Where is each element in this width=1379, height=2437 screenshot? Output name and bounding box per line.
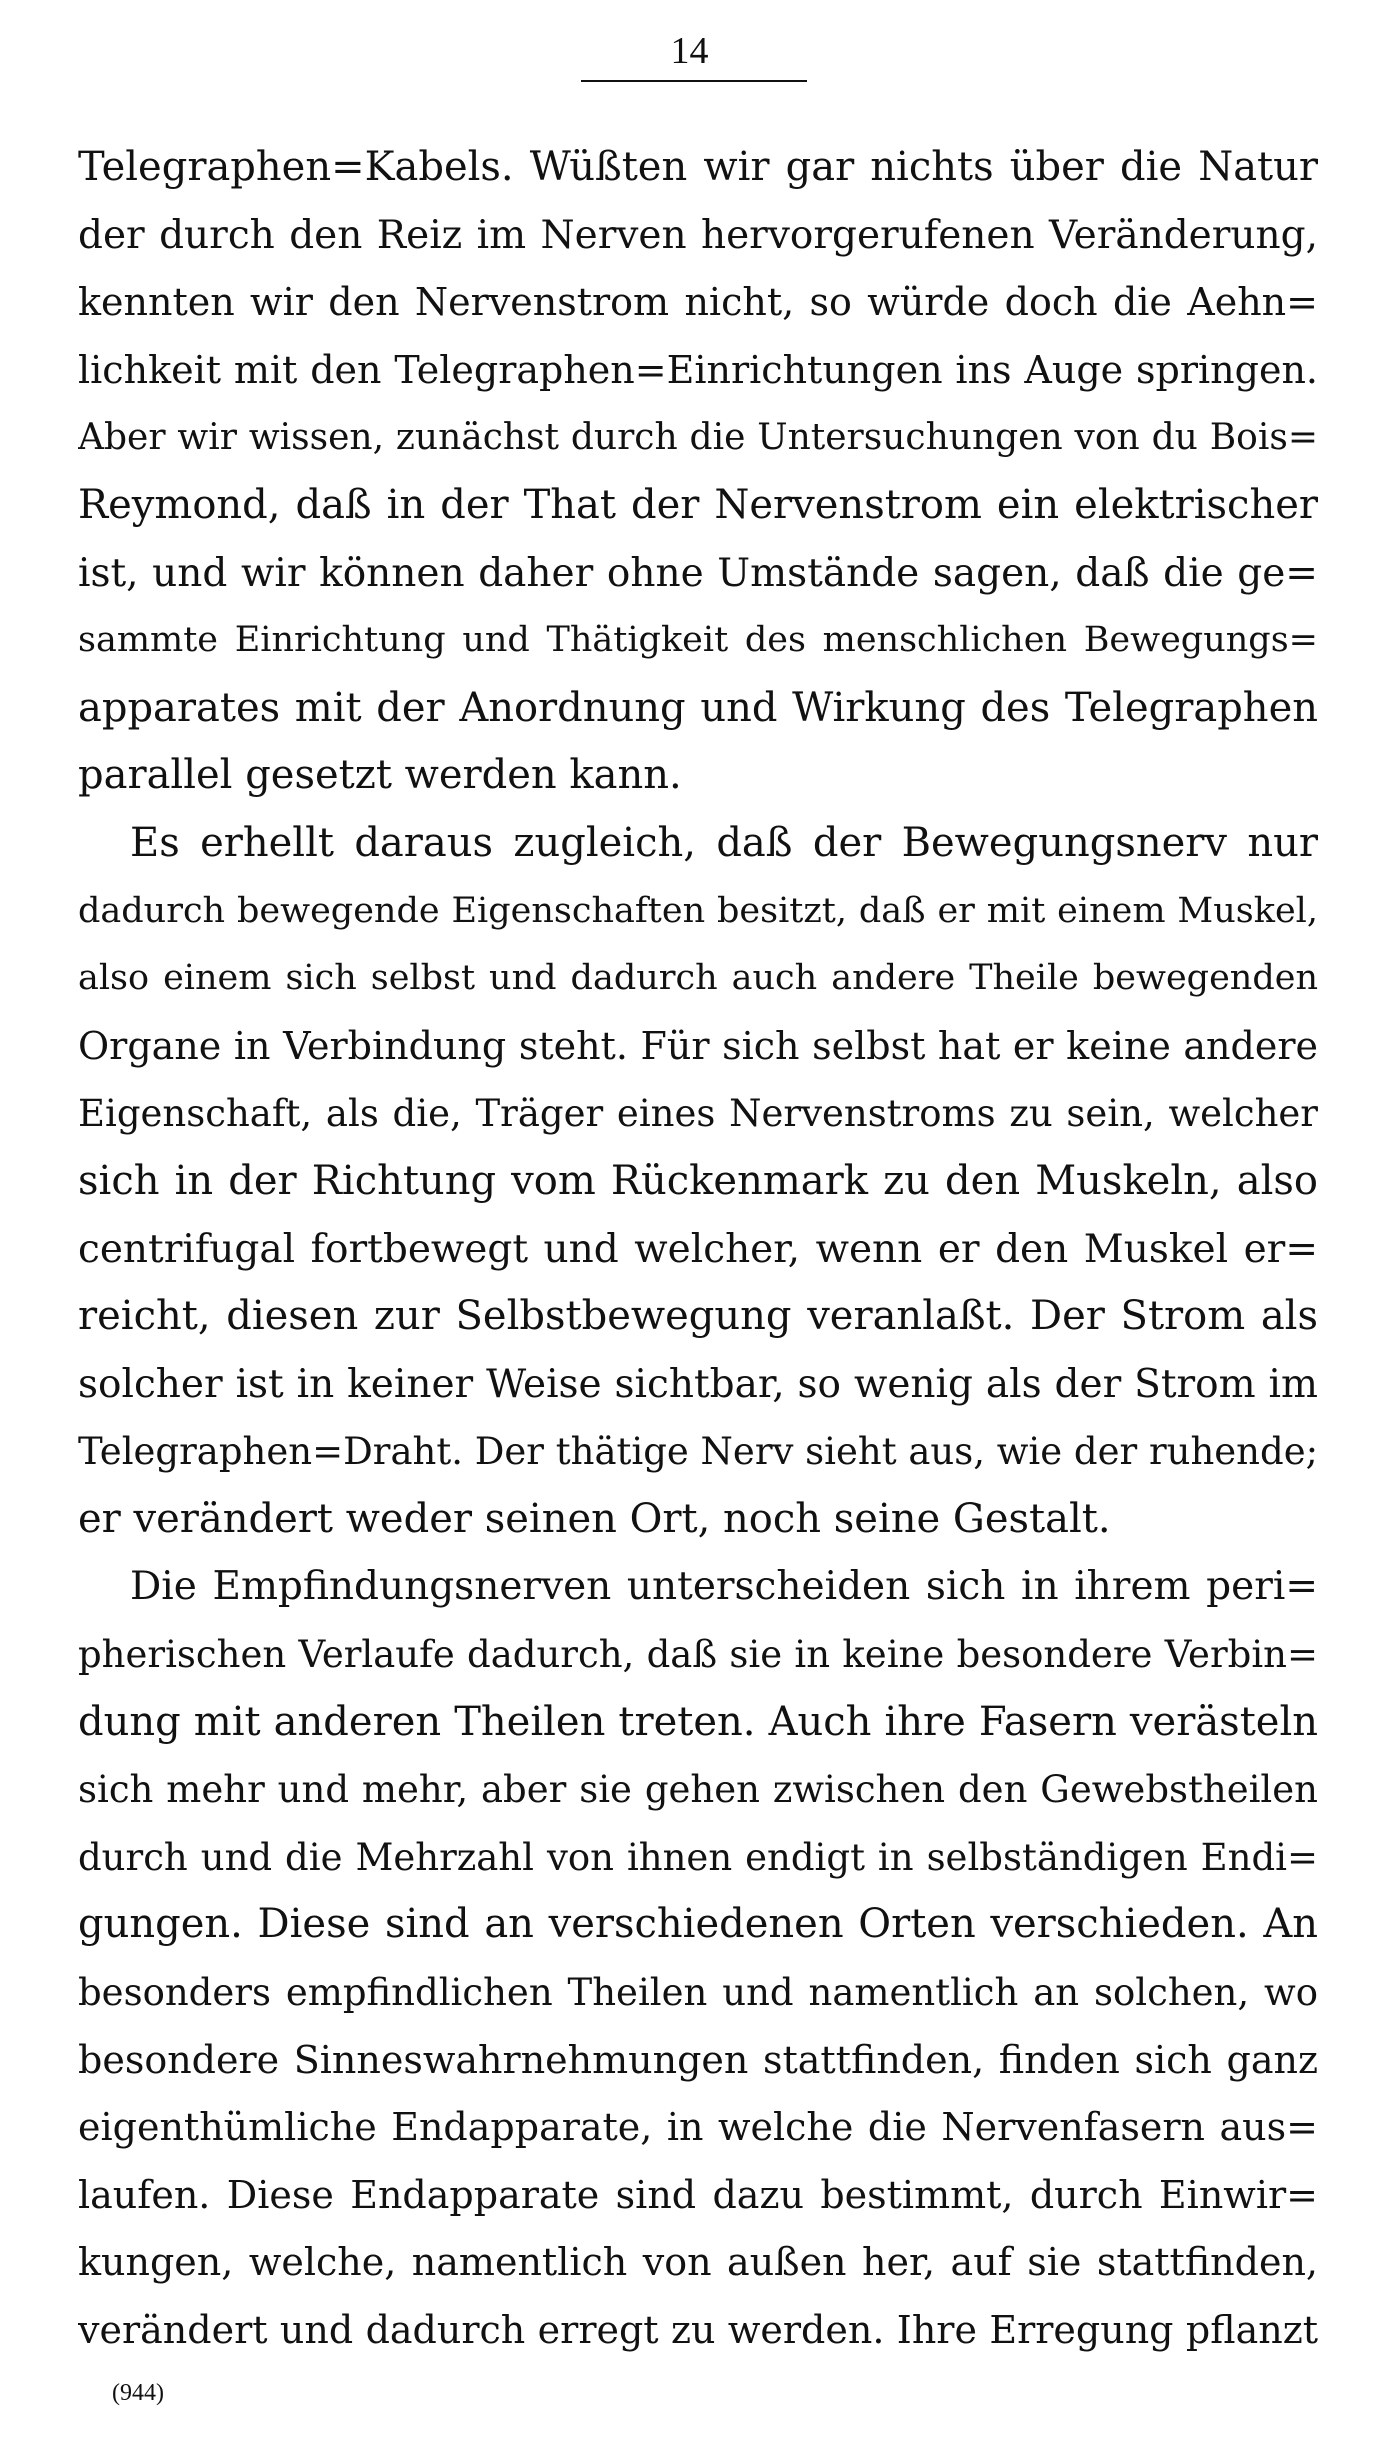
text-line: durch und die Mehrzahl von ihnen endigt in selbständigen Endi= (78, 1835, 1318, 1879)
text-line: also einem sich selbst und dadurch auch andere Theile bewegenden (78, 958, 1318, 999)
text-line: laufen. Diese Endapparate sind dazu bestimmt, durch Einwir= (78, 2172, 1318, 2217)
text-line: besondere Sinneswahrnehmungen stattfinden, finden sich ganz (78, 2037, 1318, 2082)
text-line: sich mehr und mehr, aber sie gehen zwischen den Gewebstheilen (78, 1768, 1318, 1812)
paragraph-end-line: parallel gesetzt werden kann. (78, 752, 682, 799)
text-line: dung mit anderen Theilen treten. Auch ihre Fasern verästeln (78, 1698, 1318, 1745)
text-line: der durch den Reiz im Nerven hervorgerufenen Veränderung, (78, 212, 1318, 258)
text-line: sich in der Richtung vom Rückenmark zu den Muskeln, also (78, 1157, 1318, 1204)
text-line: gungen. Diese sind an verschiedenen Orten verschieden. An (78, 1901, 1318, 1948)
text-line: verändert und dadurch erregt zu werden. Ihre Erregung pflanzt (78, 2308, 1318, 2352)
paragraph-start-line: Es erhellt daraus zugleich, daß der Bewegungsnerv nur (130, 819, 1318, 866)
body-text (78, 134, 1318, 2365)
paragraph-start-line: Die Empfindungsnerven unterscheiden sich in ihrem peri= (130, 1564, 1318, 1610)
text-line: sammte Einrichtung und Thätigkeit des menschlichen Bewegungs= (78, 620, 1318, 661)
paragraph-end-line: er verändert weder seinen Ort, noch seine Gestalt. (78, 1495, 1111, 1542)
text-line: kungen, welche, namentlich von außen her, auf sie stattfinden, (78, 2240, 1318, 2285)
text-line: kennten wir den Nervenstrom nicht, so würde doch die Aehn= (78, 280, 1318, 325)
text-line: Eigenschaft, als die, Träger eines Nervenstroms zu sein, welcher (78, 1092, 1318, 1136)
text-line: Aber wir wissen, zunächst durch die Untersuchungen von du Bois= (78, 417, 1318, 459)
text-line: lichkeit mit den Telegraphen=Einrichtungen ins Auge springen. (78, 347, 1318, 392)
text-line: dadurch bewegende Eigenschaften besitzt, daß er mit einem Muskel, (78, 890, 1318, 931)
text-line: eigenthümliche Endapparate, in welche die Nervenfasern aus= (78, 2105, 1318, 2150)
text-line: Telegraphen=Kabels. Wüßten wir gar nichts über die Natur (78, 144, 1318, 190)
text-line: reicht, diesen zur Selbstbewegung veranlaßt. Der Strom als (78, 1293, 1318, 1340)
page-number: 14 (670, 30, 709, 72)
text-line: besonders empfindlichen Theilen und namentlich an solchen, wo (78, 1971, 1318, 2015)
text-line: Reymond, daß in der That der Nervenstrom ein elektrischer (78, 481, 1318, 528)
text-line: solcher ist in keiner Weise sichtbar, so wenig als der Strom im (78, 1361, 1318, 1407)
header-rule (581, 80, 807, 82)
text-line: pherischen Verlaufe dadurch, daß sie in keine besondere Verbin= (78, 1633, 1318, 1677)
text-line: Organe in Verbindung steht. Für sich selbst hat er keine andere (78, 1023, 1318, 1068)
text-line: ist, und wir können daher ohne Umstände sagen, daß die ge= (78, 550, 1318, 596)
text-line: centrifugal fortbewegt und welcher, wenn er den Muskel er= (78, 1226, 1318, 1272)
text-line: Telegraphen=Draht. Der thätige Nerv sieht aus, wie der ruhende; (78, 1430, 1318, 1474)
text-line: apparates mit der Anordnung und Wirkung des Telegraphen (78, 684, 1318, 731)
printer-signature: (944) (112, 2380, 164, 2406)
